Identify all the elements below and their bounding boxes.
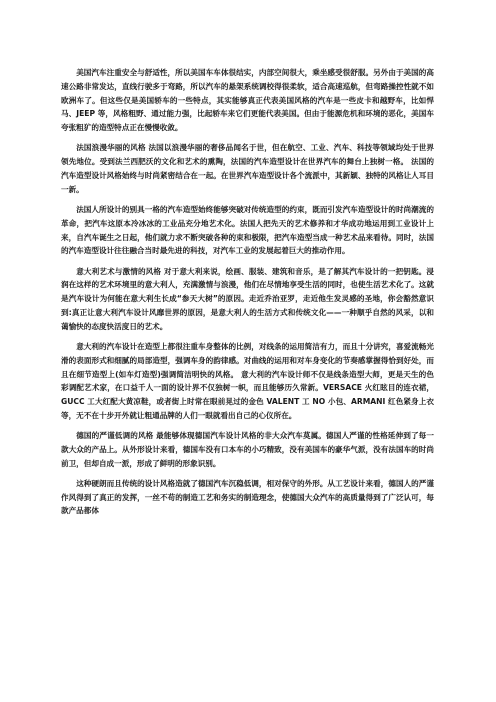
paragraph-italy-style: 意大利艺术与激情的风格 对于意大利来说，绘画、服装、建筑和音乐，是了解其汽车设计的一把钥匙。浸润在这样的艺术环境里的意大利人，充满激情与浪漫，他们在尽情地享受生活的同时，也使生活艺术化了。这就是汽车设计为何能在意大利生长成“参天大树”的原因。走近乔治亚罗，走近他生发灵感的圣地，你会豁然意识到:真正让意大利汽车设计风靡世界的原因，是意大利人的生活方式和传统文化——一种顺乎自然的风采，以和蔼愉快的态度快活度日的艺术。	[61, 266, 434, 331]
paragraph-italy-design: 意大利的汽车设计在造型上都很注重车身整体的比例，对线条的运用简洁有力，而且十分讲究，喜爱流畅光滑的表面形式和细腻的局部造型，强调车身的韵律感。对曲线的运用和对车身变化的节奏感掌握得恰到好处，而且在细节造型上(如车灯造型)强调简洁明快的风格。 意大利的汽车设计师不仅是线条造型大师，更是天生的色彩调配艺术家，在口益千人一面的设计界不仅独树一帜，而且能够历久常新。VERSACE 火红眩目的连衣裙， GUCC 工大红配大黄凉鞋，或者街上时常在眼前晃过的金色 VALENT 工 NO 小包、ARMANI 红色紧身上衣等，无不在十步开外就让粗通品牌的人们一眼就看出自己的心仪所在。	[61, 341, 434, 420]
paragraph-germany-style: 德国的严谨低调的风格 最能够体现德国汽车设计风格的非大众汽车莫属。德国人严谨的性格延伸到了每一款大众的产品上。从外形设计来看，德国车没有口本车的小巧精致，没有美国车的豪华气派，没有法国车的时尚前卫，但却自成一派，形成了鲜明的形象识别。	[61, 431, 434, 468]
paragraph-france-style: 法国浪漫华丽的风格 法国以浪漫华丽的奢侈品闻名于世，但在航空、工业、汽车、科技等领域均处于世界领先地位。受到法兰西肥沃的文化和艺术的熏陶，法国的汽车造型设计在世界汽车的舞台上独树一格。 法国的汽车造型设计风格始终与时尚紧密结合在一起。在世界汽车造型设计各个流派中，其新颖、独特的风格让人耳目一新。	[61, 143, 434, 194]
paragraph-us-style: 美国汽车注重安全与舒适性，所以美国车车体很结实，内部空间很大，乘坐感受很舒服。另外由于美国的高速公路非常发达，直线行驶多于弯路，所以汽车的悬架系统调校得很柔软，适合高速巡航，但弯路操控性就不如欧洲车了。但这些仅是美国轿车的一些特点，其实能够真正代表美国风格的汽车是一些皮卡和越野车，比如悍马、JEEP 等，风格粗野、通过能力强，比起轿车来它们更能代表美国。但由于能源危机和环境的恶化，美国车夸张粗犷的造型特点正在慢慢收敛。	[61, 68, 434, 133]
paragraph-germany-design: 这种硬朗而且传统的设计风格造就了德国汽车沉稳低调，相对保守的外形。从工艺设计来看，德国人的严谨作风得到了真正的发挥，一丝不苟的制造工艺和务实的制造理念，使德国大众汽车的高质量得到了广泛认可，每款产品都体	[61, 478, 434, 516]
paragraph-france-design: 法国人所设计的别具一格的汽车造型始终能够突破对传统造型的约束，既而引发汽车造型设计的时尚潮流的革命，把汽车这原本冷冰冰的工业品充分地艺术化。法国人把先天的艺术修养和才华成功地运用到工业设计上来，自汽车诞生之日起，他们就力求不断突破各种的束和极限，把汽车造型当成一种艺术品来看待。同时，法国的汽车造型设计往往融合当时最先进的科技，对汽车工业的发展起着巨大的推动作用。	[61, 204, 434, 256]
